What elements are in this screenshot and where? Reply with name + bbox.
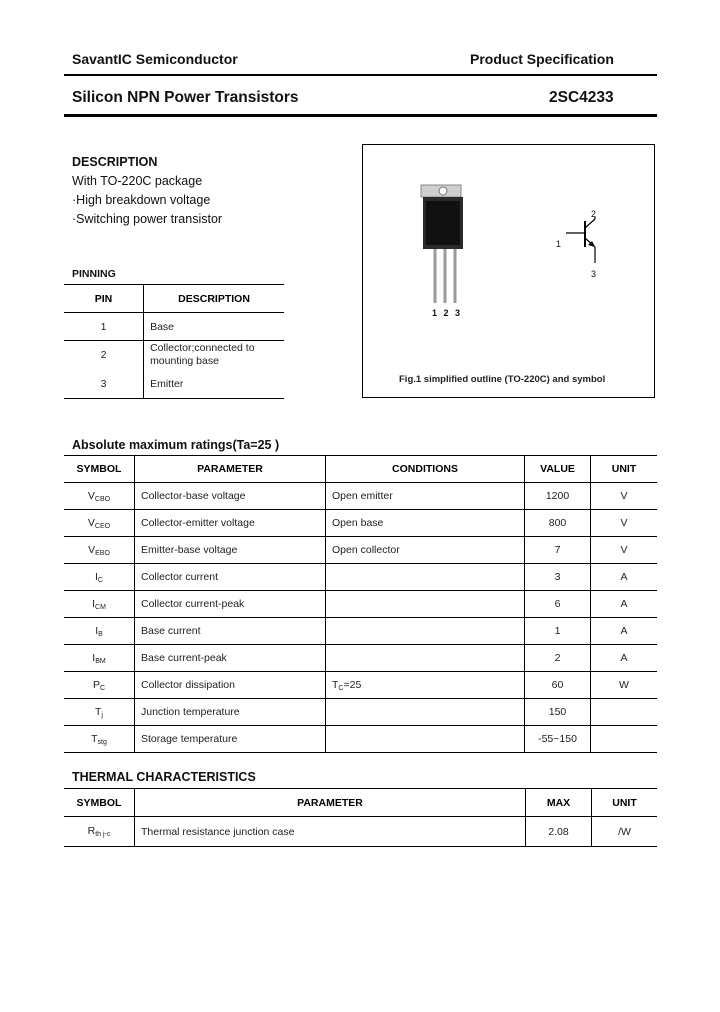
unit-header: UNIT (592, 789, 658, 817)
pin-description: Base (144, 313, 284, 341)
symbol-pin-2: 2 (591, 209, 597, 219)
symbol-cell: $R_{th j-c}$ (64, 817, 135, 847)
symbol-cell: $I_{BM}$ (64, 645, 135, 672)
conditions-cell (326, 591, 525, 618)
parameter-cell: Emitter-base voltage (135, 537, 326, 564)
parameter-cell: Collector current (135, 564, 326, 591)
pin-desc-header: DESCRIPTION (144, 285, 284, 313)
description-line: With TO-220C package (72, 174, 203, 188)
pin-number: 3 (64, 370, 144, 399)
pin-description: Emitter (144, 370, 284, 399)
table-row (64, 370, 284, 399)
conditions-cell (326, 726, 525, 753)
conditions-cell (326, 564, 525, 591)
symbol-cell: $I_B$ (64, 618, 135, 645)
symbol-pin-1: 1 (556, 239, 562, 249)
symbol-cell: $V_{CBO}$ (64, 483, 135, 510)
conditions-cell: Open emitter (326, 483, 525, 510)
parameter-cell: Thermal resistance junction case (135, 817, 526, 847)
product-line: Silicon NPN Power Transistors (72, 89, 299, 106)
max-cell: 2.08 (526, 817, 592, 847)
symbol-cell: $V_{CEO}$ (64, 510, 135, 537)
symbol-header: SYMBOL (64, 456, 135, 483)
parameter-header: PARAMETER (135, 789, 526, 817)
ratings-title: Absolute maximum ratings(Ta=25 ) (72, 438, 280, 452)
pinning-table (64, 284, 284, 399)
parameter-header: PARAMETER (135, 456, 326, 483)
pinning-title: PINNING (72, 268, 116, 280)
thermal-table (64, 788, 657, 847)
company-name: SavantIC Semiconductor (72, 51, 238, 67)
table-row (64, 510, 657, 537)
description-title: DESCRIPTION (72, 155, 158, 169)
header-rule-top (64, 74, 657, 76)
package-pin-labels: 1 2 3 (432, 308, 461, 318)
value-cell: 2 (525, 645, 591, 672)
unit-cell (591, 699, 658, 726)
pin-description: Collector;connected to mounting base (144, 341, 284, 370)
thermal-header-row (64, 789, 657, 817)
description-lines (72, 172, 222, 229)
pinning-header-row (64, 285, 284, 313)
description-line: ·Switching power transistor (72, 212, 223, 226)
conditions-cell: $T_C=25$ (326, 672, 525, 699)
table-row (64, 699, 657, 726)
unit-cell: A (591, 591, 658, 618)
part-number: 2SC4233 (549, 89, 614, 106)
header-rule-bottom (64, 114, 657, 117)
table-row (64, 537, 657, 564)
parameter-cell: Collector dissipation (135, 672, 326, 699)
value-cell: 3 (525, 564, 591, 591)
value-cell: 60 (525, 672, 591, 699)
parameter-cell: Collector-base voltage (135, 483, 326, 510)
doc-type: Product Specification (470, 51, 614, 67)
table-row (64, 618, 657, 645)
symbol-cell: $I_{CM}$ (64, 591, 135, 618)
unit-cell: A (591, 564, 658, 591)
conditions-cell: Open collector (326, 537, 525, 564)
table-row (64, 591, 657, 618)
parameter-cell: Junction temperature (135, 699, 326, 726)
symbol-cell: $T_{stg}$ (64, 726, 135, 753)
table-row (64, 313, 284, 341)
table-row (64, 341, 284, 370)
value-cell: 800 (525, 510, 591, 537)
description-line: ·High breakdown voltage (72, 193, 211, 207)
unit-cell: A (591, 618, 658, 645)
unit-cell: V (591, 510, 658, 537)
unit-cell: V (591, 537, 658, 564)
table-row (64, 564, 657, 591)
unit-cell: A (591, 645, 658, 672)
parameter-cell: Base current-peak (135, 645, 326, 672)
parameter-cell: Collector current-peak (135, 591, 326, 618)
value-cell: 1 (525, 618, 591, 645)
symbol-cell: $V_{EBO}$ (64, 537, 135, 564)
value-cell: -55~150 (525, 726, 591, 753)
value-cell: 1200 (525, 483, 591, 510)
pin-header: PIN (64, 285, 144, 313)
symbol-cell: $I_C$ (64, 564, 135, 591)
pin-number: 2 (100, 349, 107, 362)
table-row (64, 483, 657, 510)
conditions-cell (326, 699, 525, 726)
symbol-header: SYMBOL (64, 789, 135, 817)
value-cell: 7 (525, 537, 591, 564)
unit-cell: V (591, 483, 658, 510)
symbol-cell: $T_j$ (64, 699, 135, 726)
table-row (64, 726, 657, 753)
unit-cell: W (591, 672, 658, 699)
table-row (64, 672, 657, 699)
ratings-table (64, 455, 657, 753)
value-cell: 150 (525, 699, 591, 726)
ratings-header-row (64, 456, 657, 483)
package-drawing (363, 145, 654, 397)
unit-header: UNIT (591, 456, 658, 483)
table-row (64, 817, 657, 847)
table-row (64, 645, 657, 672)
package-figure (362, 144, 655, 398)
parameter-cell: Base current (135, 618, 326, 645)
parameter-cell: Collector-emitter voltage (135, 510, 326, 537)
unit-cell: /W (592, 817, 658, 847)
parameter-cell: Storage temperature (135, 726, 326, 753)
conditions-header: CONDITIONS (326, 456, 525, 483)
thermal-title: THERMAL CHARACTERISTICS (72, 770, 256, 784)
symbol-cell: $P_C$ (64, 672, 135, 699)
conditions-cell: Open base (326, 510, 525, 537)
figure-caption: Fig.1 simplified outline (TO-220C) and symbol (399, 374, 606, 385)
symbol-pin-3: 3 (591, 269, 597, 279)
value-cell: 6 (525, 591, 591, 618)
max-header: MAX (526, 789, 592, 817)
conditions-cell (326, 645, 525, 672)
value-header: VALUE (525, 456, 591, 483)
unit-cell (591, 726, 658, 753)
pin-number: 1 (64, 313, 144, 341)
conditions-cell (326, 618, 525, 645)
